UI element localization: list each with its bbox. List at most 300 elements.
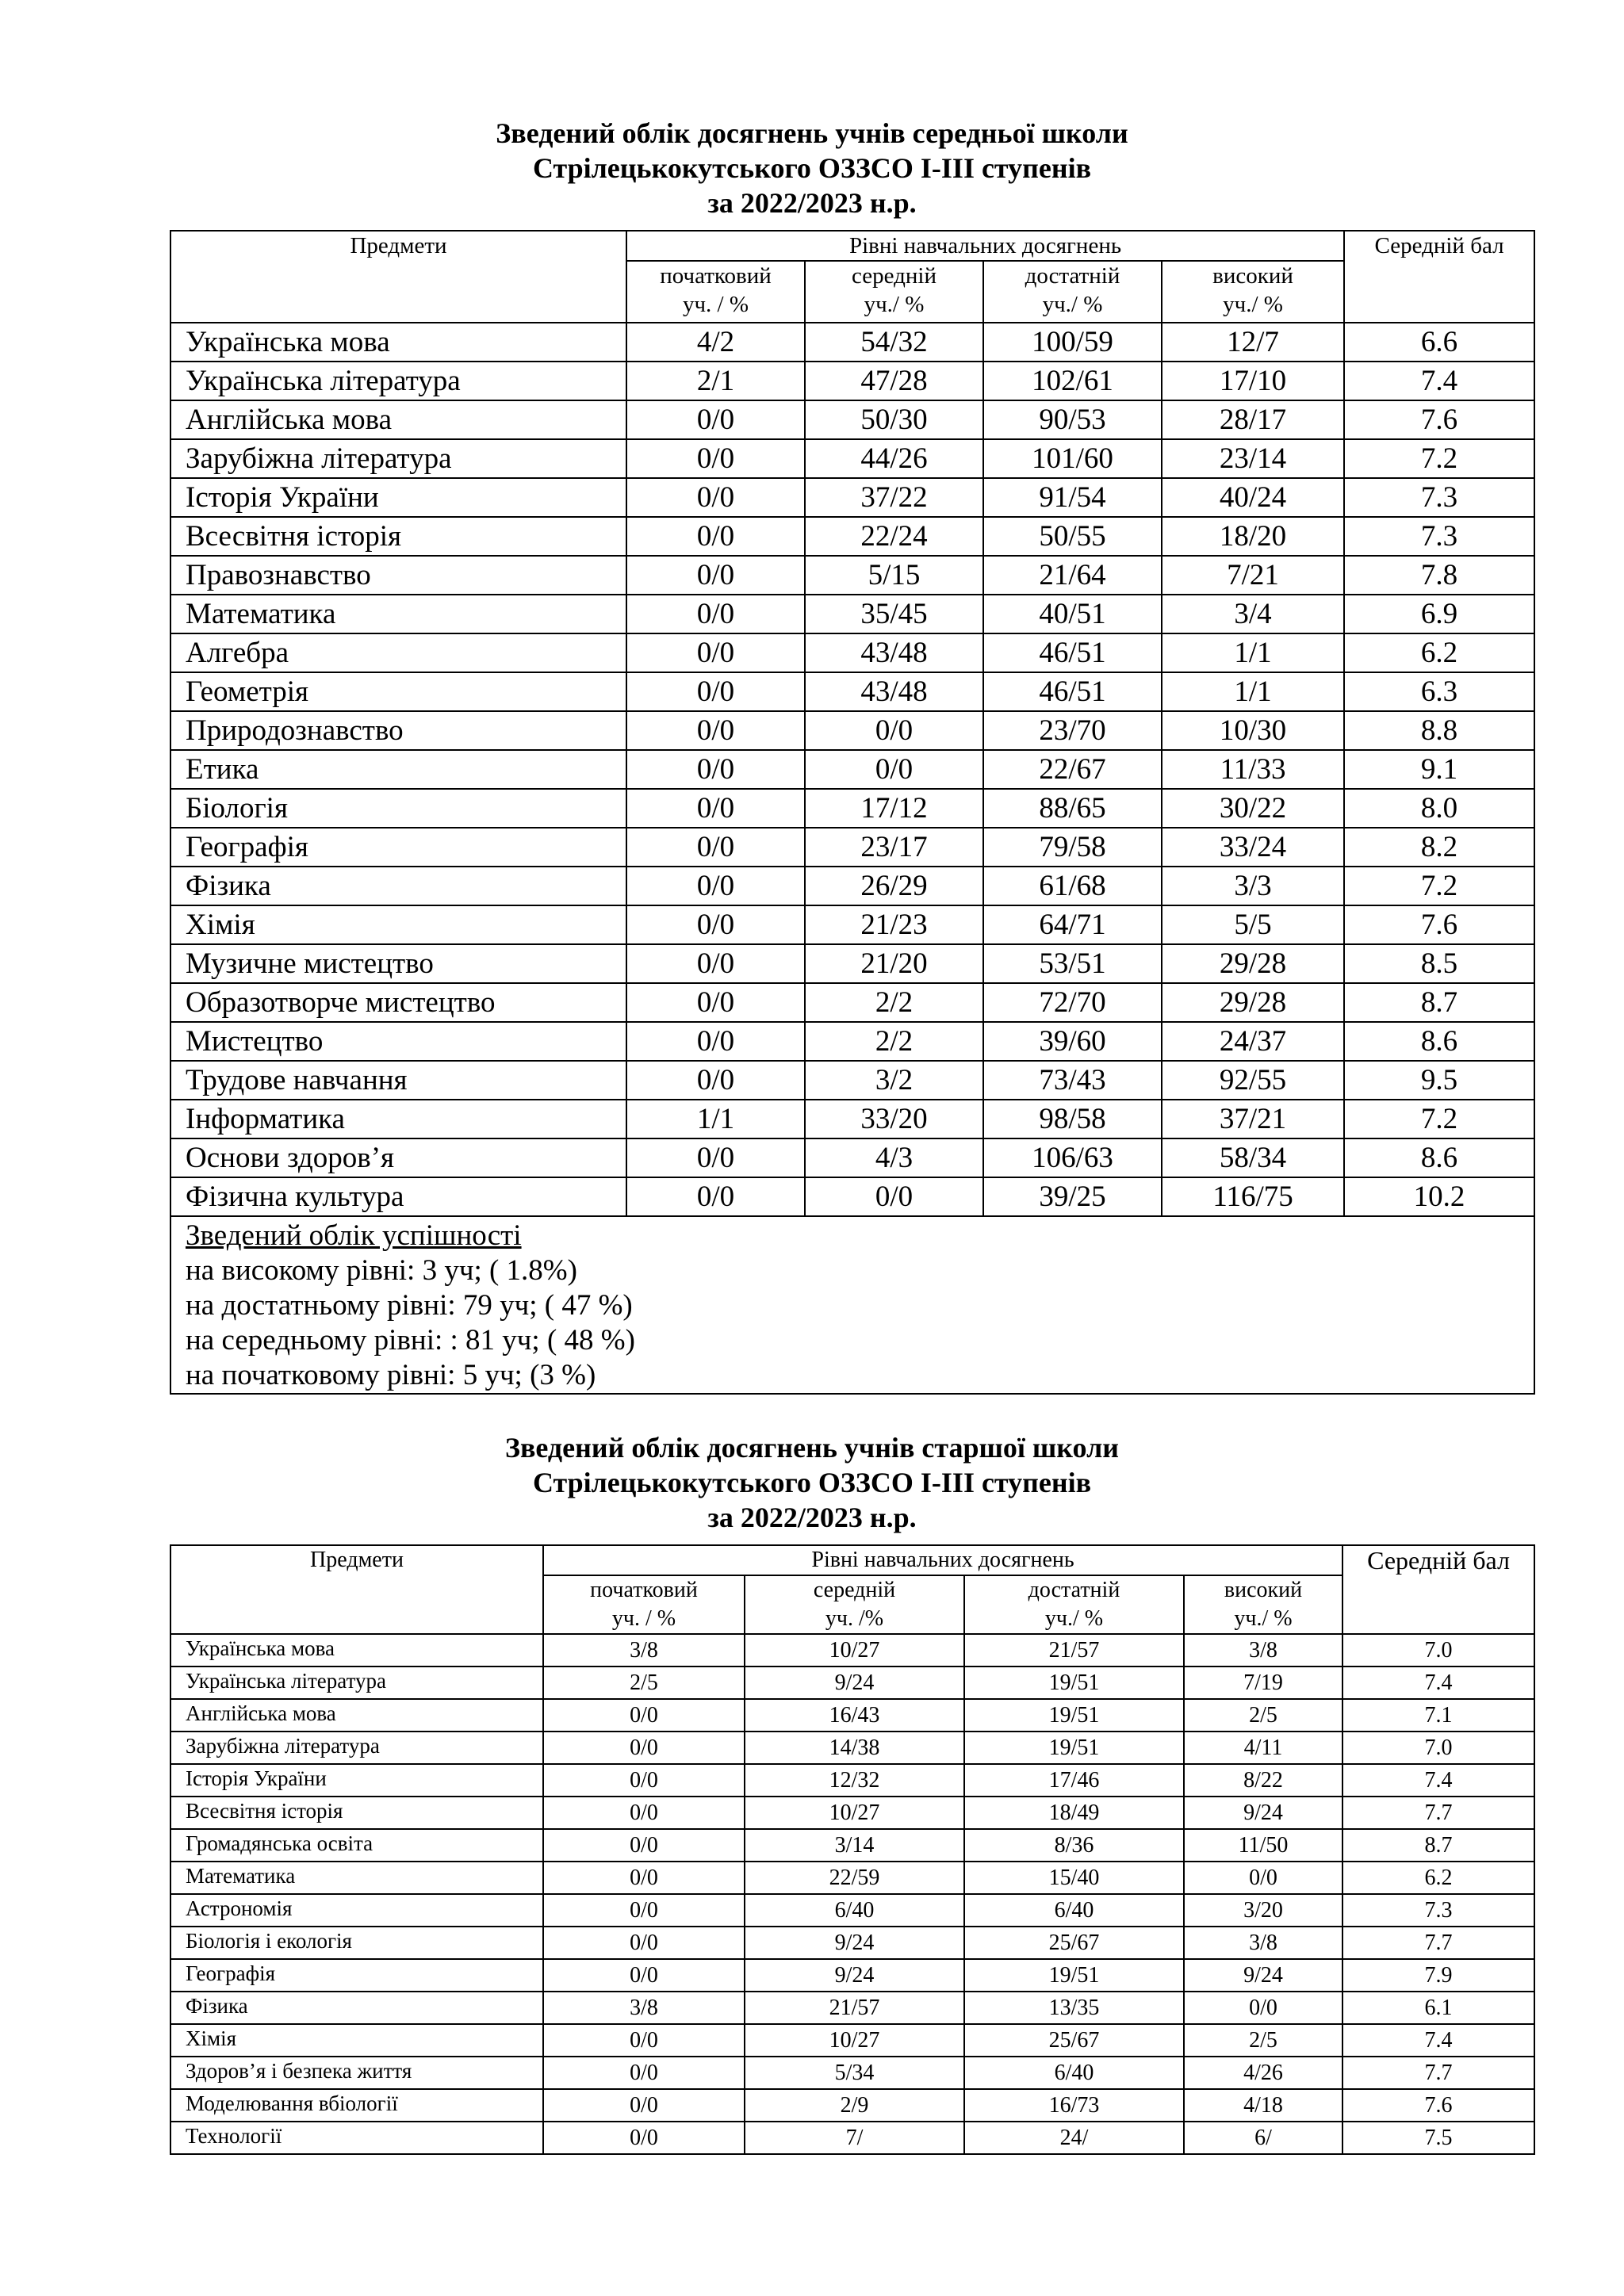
- cell-subject: Українська література: [170, 1667, 543, 1699]
- cell-average: 7.7: [1342, 2057, 1534, 2089]
- cell-average: 8.5: [1344, 944, 1534, 983]
- middle-table-body: [170, 323, 1534, 1216]
- cell-subject: Англійська мова: [170, 400, 626, 439]
- senior-col-high-label: високий: [1224, 1578, 1303, 1602]
- cell-subject: Історія України: [170, 478, 626, 517]
- cell-average: 7.2: [1344, 1100, 1534, 1138]
- col-middle-unit: уч./ %: [864, 292, 925, 317]
- cell-high: 10/30: [1162, 711, 1344, 750]
- cell-initial: 2/1: [626, 362, 805, 400]
- cell-sufficient: 72/70: [983, 983, 1162, 1022]
- cell-average: 8.6: [1344, 1138, 1534, 1177]
- cell-sufficient: 88/65: [983, 789, 1162, 828]
- cell-high: 3/4: [1162, 595, 1344, 633]
- cell-high: 29/28: [1162, 983, 1344, 1022]
- cell-average: 7.7: [1342, 1797, 1534, 1829]
- cell-high: 1/1: [1162, 672, 1344, 711]
- cell-initial: 0/0: [543, 2024, 745, 2057]
- senior-subjects-header: Предмети: [170, 1545, 543, 1634]
- cell-high: 23/14: [1162, 439, 1344, 478]
- cell-initial: 0/0: [543, 1699, 745, 1732]
- cell-middle: 3/14: [745, 1829, 964, 1862]
- cell-sufficient: 25/67: [964, 2024, 1184, 2057]
- cell-average: 7.4: [1342, 1764, 1534, 1797]
- cell-subject: Інформатика: [170, 1100, 626, 1138]
- cell-subject: Образотворче мистецтво: [170, 983, 626, 1022]
- senior-title-line-1: Зведений облік досягнень учнів старшої школи: [504, 1432, 1120, 1464]
- table-row: [170, 1061, 1534, 1100]
- cell-average: 7.0: [1342, 1732, 1534, 1764]
- cell-subject: Етика: [170, 750, 626, 789]
- table-row: [170, 828, 1534, 867]
- cell-middle: 5/15: [805, 556, 983, 595]
- cell-initial: 0/0: [543, 1927, 745, 1959]
- cell-high: 18/20: [1162, 517, 1344, 556]
- senior-col-initial-header: [543, 1575, 745, 1634]
- table-row: [170, 983, 1534, 1022]
- cell-sufficient: 100/59: [983, 323, 1162, 362]
- table-row: [170, 1862, 1534, 1894]
- col-initial-unit: уч. / %: [682, 292, 749, 317]
- cell-middle: 26/29: [805, 867, 983, 905]
- cell-sufficient: 24/: [964, 2122, 1184, 2154]
- cell-middle: 9/24: [745, 1959, 964, 1992]
- senior-col-middle-header: [745, 1575, 964, 1634]
- cell-subject: Фізика: [170, 1992, 543, 2024]
- cell-average: 6.6: [1344, 323, 1534, 362]
- table-row: [170, 1138, 1534, 1177]
- cell-average: 7.8: [1344, 556, 1534, 595]
- cell-average: 6.3: [1344, 672, 1534, 711]
- cell-sufficient: 101/60: [983, 439, 1162, 478]
- cell-initial: 0/0: [543, 1959, 745, 1992]
- table-row: [170, 1829, 1534, 1862]
- cell-sufficient: 102/61: [983, 362, 1162, 400]
- cell-initial: 0/0: [626, 556, 805, 595]
- cell-high: 2/5: [1184, 2024, 1342, 2057]
- cell-initial: 0/0: [543, 1894, 745, 1927]
- cell-average: 8.7: [1342, 1829, 1534, 1862]
- cell-middle: 44/26: [805, 439, 983, 478]
- cell-initial: 0/0: [626, 983, 805, 1022]
- cell-middle: 2/9: [745, 2089, 964, 2122]
- cell-high: 17/10: [1162, 362, 1344, 400]
- cell-subject: Історія України: [170, 1764, 543, 1797]
- cell-subject: Англійська мова: [170, 1699, 543, 1732]
- cell-middle: 37/22: [805, 478, 983, 517]
- col-middle-label: середній: [852, 263, 936, 289]
- cell-subject: Музичне мистецтво: [170, 944, 626, 983]
- middle-title-line-2: Стрілецькокутського ОЗЗСО І-ІІІ ступенів: [532, 152, 1092, 184]
- table-row: [170, 1022, 1534, 1061]
- table-row: [170, 2024, 1534, 2057]
- table-row: [170, 595, 1534, 633]
- senior-title-line-3: за 2022/2023 н.р.: [707, 1502, 917, 1533]
- middle-summary: [170, 1216, 1534, 1394]
- cell-high: 37/21: [1162, 1100, 1344, 1138]
- cell-middle: 22/59: [745, 1862, 964, 1894]
- cell-middle: 54/32: [805, 323, 983, 362]
- cell-high: 30/22: [1162, 789, 1344, 828]
- subjects-header: Предмети: [170, 231, 626, 323]
- cell-average: 9.5: [1344, 1061, 1534, 1100]
- cell-average: 7.2: [1344, 439, 1534, 478]
- cell-initial: 0/0: [626, 400, 805, 439]
- cell-middle: 14/38: [745, 1732, 964, 1764]
- senior-col-sufficient-unit: уч./ %: [1044, 1606, 1104, 1631]
- table-row: [170, 633, 1534, 672]
- cell-middle: 21/57: [745, 1992, 964, 2024]
- cell-high: 28/17: [1162, 400, 1344, 439]
- cell-high: 9/24: [1184, 1797, 1342, 1829]
- table-row: [170, 672, 1534, 711]
- cell-middle: 21/23: [805, 905, 983, 944]
- cell-initial: 0/0: [543, 1797, 745, 1829]
- cell-subject: Мистецтво: [170, 1022, 626, 1061]
- senior-school-title: [0, 1430, 1624, 1535]
- cell-subject: Математика: [170, 1862, 543, 1894]
- cell-average: 7.1: [1342, 1699, 1534, 1732]
- cell-sufficient: 106/63: [983, 1138, 1162, 1177]
- cell-initial: 0/0: [626, 633, 805, 672]
- cell-middle: 50/30: [805, 400, 983, 439]
- cell-sufficient: 46/51: [983, 633, 1162, 672]
- cell-high: 24/37: [1162, 1022, 1344, 1061]
- cell-middle: 9/24: [745, 1667, 964, 1699]
- cell-middle: 2/2: [805, 983, 983, 1022]
- cell-sufficient: 22/67: [983, 750, 1162, 789]
- cell-sufficient: 46/51: [983, 672, 1162, 711]
- cell-subject: Астрономія: [170, 1894, 543, 1927]
- cell-subject: Українська мова: [170, 323, 626, 362]
- summary-line: на середньому рівні: : 81 уч; ( 48 %): [186, 1324, 635, 1357]
- cell-sufficient: 79/58: [983, 828, 1162, 867]
- cell-average: 7.9: [1342, 1959, 1534, 1992]
- cell-high: 12/7: [1162, 323, 1344, 362]
- cell-middle: 21/20: [805, 944, 983, 983]
- cell-high: 5/5: [1162, 905, 1344, 944]
- summary-line: на високому рівні: 3 уч; ( 1.8%): [186, 1254, 577, 1287]
- cell-initial: 0/0: [626, 1022, 805, 1061]
- cell-middle: 2/2: [805, 1022, 983, 1061]
- cell-subject: Всесвітня історія: [170, 517, 626, 556]
- cell-subject: Геометрія: [170, 672, 626, 711]
- cell-high: 4/26: [1184, 2057, 1342, 2089]
- cell-sufficient: 53/51: [983, 944, 1162, 983]
- table-row: [170, 944, 1534, 983]
- cell-initial: 0/0: [626, 439, 805, 478]
- senior-col-sufficient-label: достатній: [1028, 1578, 1120, 1602]
- cell-sufficient: 23/70: [983, 711, 1162, 750]
- avg-header: Середній бал: [1344, 231, 1534, 323]
- senior-levels-header: Рівні навчальних досягнень: [543, 1545, 1342, 1575]
- cell-initial: 0/0: [626, 478, 805, 517]
- cell-high: 4/18: [1184, 2089, 1342, 2122]
- table-row: [170, 867, 1534, 905]
- summary-line: на достатньому рівні: 79 уч; ( 47 %): [186, 1289, 633, 1322]
- cell-sufficient: 6/40: [964, 1894, 1184, 1927]
- cell-sufficient: 17/46: [964, 1764, 1184, 1797]
- cell-middle: 43/48: [805, 672, 983, 711]
- cell-middle: 0/0: [805, 1177, 983, 1216]
- summary-line: на початковому рівні: 5 уч; (3 %): [186, 1359, 596, 1391]
- cell-average: 6.2: [1344, 633, 1534, 672]
- cell-high: 33/24: [1162, 828, 1344, 867]
- cell-subject: Технології: [170, 2122, 543, 2154]
- cell-sufficient: 90/53: [983, 400, 1162, 439]
- cell-initial: 0/0: [626, 1177, 805, 1216]
- cell-subject: Алгебра: [170, 633, 626, 672]
- cell-middle: 12/32: [745, 1764, 964, 1797]
- table-row: [170, 1894, 1534, 1927]
- cell-subject: Хімія: [170, 2024, 543, 2057]
- cell-average: 7.6: [1344, 905, 1534, 944]
- table-row: [170, 400, 1534, 439]
- cell-middle: 10/27: [745, 1797, 964, 1829]
- cell-average: 7.4: [1342, 2024, 1534, 2057]
- cell-initial: 0/0: [626, 905, 805, 944]
- cell-subject: Фізична культура: [170, 1177, 626, 1216]
- table-row: [170, 1927, 1534, 1959]
- senior-title-line-2: Стрілецькокутського ОЗЗСО І-ІІІ ступенів: [532, 1467, 1092, 1498]
- cell-sufficient: 15/40: [964, 1862, 1184, 1894]
- cell-average: 6.9: [1344, 595, 1534, 633]
- cell-subject: Географія: [170, 1959, 543, 1992]
- cell-average: 7.2: [1344, 867, 1534, 905]
- table-row: [170, 711, 1534, 750]
- cell-sufficient: 19/51: [964, 1699, 1184, 1732]
- cell-high: 3/8: [1184, 1634, 1342, 1667]
- cell-subject: Моделювання вбіології: [170, 2089, 543, 2122]
- cell-average: 7.3: [1344, 517, 1534, 556]
- cell-initial: 4/2: [626, 323, 805, 362]
- col-sufficient-unit: уч./ %: [1042, 292, 1103, 317]
- cell-initial: 0/0: [543, 1732, 745, 1764]
- cell-initial: 0/0: [626, 867, 805, 905]
- table-row: [170, 1667, 1534, 1699]
- cell-high: 29/28: [1162, 944, 1344, 983]
- cell-initial: 0/0: [626, 750, 805, 789]
- cell-middle: 23/17: [805, 828, 983, 867]
- col-middle-header: [805, 261, 983, 323]
- cell-sufficient: 13/35: [964, 1992, 1184, 2024]
- cell-subject: Українська мова: [170, 1634, 543, 1667]
- cell-average: 6.1: [1342, 1992, 1534, 2024]
- cell-sufficient: 18/49: [964, 1797, 1184, 1829]
- cell-average: 6.2: [1342, 1862, 1534, 1894]
- cell-average: 7.7: [1342, 1927, 1534, 1959]
- table-row: [170, 2089, 1534, 2122]
- cell-high: 3/3: [1162, 867, 1344, 905]
- table-row: [170, 1764, 1534, 1797]
- cell-initial: 0/0: [626, 517, 805, 556]
- cell-subject: Основи здоров’я: [170, 1138, 626, 1177]
- table-row: [170, 517, 1534, 556]
- table-row: [170, 556, 1534, 595]
- senior-col-middle-unit: уч. /%: [825, 1606, 884, 1631]
- cell-sufficient: 73/43: [983, 1061, 1162, 1100]
- cell-middle: 3/2: [805, 1061, 983, 1100]
- cell-subject: Здоров’я і безпека життя: [170, 2057, 543, 2089]
- levels-header: Рівні навчальних досягнень: [626, 231, 1344, 261]
- cell-average: 8.6: [1344, 1022, 1534, 1061]
- cell-average: 7.4: [1344, 362, 1534, 400]
- table-row: [170, 905, 1534, 944]
- cell-middle: 22/24: [805, 517, 983, 556]
- senior-col-sufficient-header: [964, 1575, 1184, 1634]
- table-row: [170, 1634, 1534, 1667]
- cell-high: 4/11: [1184, 1732, 1342, 1764]
- cell-average: 10.2: [1344, 1177, 1534, 1216]
- cell-high: 3/20: [1184, 1894, 1342, 1927]
- cell-high: 116/75: [1162, 1177, 1344, 1216]
- cell-average: 7.0: [1342, 1634, 1534, 1667]
- table-row: [170, 1992, 1534, 2024]
- senior-col-high-unit: уч./ %: [1234, 1606, 1293, 1631]
- summary-cell: [170, 1216, 1534, 1394]
- col-sufficient-label: достатній: [1025, 263, 1120, 289]
- cell-subject: Українська література: [170, 362, 626, 400]
- cell-middle: 10/27: [745, 2024, 964, 2057]
- summary-title: Зведений облік успішності: [186, 1219, 522, 1252]
- cell-average: 8.0: [1344, 789, 1534, 828]
- cell-initial: 0/0: [626, 711, 805, 750]
- cell-average: 7.3: [1344, 478, 1534, 517]
- cell-initial: 0/0: [543, 2122, 745, 2154]
- col-sufficient-header: [983, 261, 1162, 323]
- cell-middle: 0/0: [805, 711, 983, 750]
- cell-initial: 0/0: [543, 1829, 745, 1862]
- senior-col-middle-label: середній: [813, 1578, 896, 1602]
- table-row: [170, 1959, 1534, 1992]
- cell-initial: 1/1: [626, 1100, 805, 1138]
- middle-title-line-3: за 2022/2023 н.р.: [707, 187, 917, 219]
- cell-sufficient: 61/68: [983, 867, 1162, 905]
- cell-sufficient: 39/60: [983, 1022, 1162, 1061]
- cell-middle: 7/: [745, 2122, 964, 2154]
- cell-sufficient: 21/64: [983, 556, 1162, 595]
- cell-middle: 10/27: [745, 1634, 964, 1667]
- cell-sufficient: 25/67: [964, 1927, 1184, 1959]
- cell-average: 7.5: [1342, 2122, 1534, 2154]
- table-row: [170, 750, 1534, 789]
- senior-school-table: [170, 1544, 1535, 2155]
- cell-sufficient: 19/51: [964, 1959, 1184, 1992]
- table-row: [170, 1797, 1534, 1829]
- cell-sufficient: 64/71: [983, 905, 1162, 944]
- cell-average: 7.3: [1342, 1894, 1534, 1927]
- middle-school-title: [0, 116, 1624, 220]
- cell-high: 7/21: [1162, 556, 1344, 595]
- cell-subject: Географія: [170, 828, 626, 867]
- cell-high: 40/24: [1162, 478, 1344, 517]
- cell-subject: Фізика: [170, 867, 626, 905]
- cell-initial: 0/0: [626, 789, 805, 828]
- cell-middle: 47/28: [805, 362, 983, 400]
- cell-high: 11/33: [1162, 750, 1344, 789]
- cell-high: 92/55: [1162, 1061, 1344, 1100]
- table-row: [170, 478, 1534, 517]
- cell-middle: 0/0: [805, 750, 983, 789]
- senior-col-initial-unit: уч. / %: [611, 1606, 676, 1631]
- cell-initial: 0/0: [626, 828, 805, 867]
- cell-subject: Математика: [170, 595, 626, 633]
- col-initial-label: початковий: [660, 263, 772, 289]
- cell-sufficient: 39/25: [983, 1177, 1162, 1216]
- senior-col-initial-label: початковий: [590, 1578, 698, 1602]
- table-row: [170, 1177, 1534, 1216]
- col-initial-header: [626, 261, 805, 323]
- cell-subject: Громадянська освіта: [170, 1829, 543, 1862]
- cell-average: 7.6: [1342, 2089, 1534, 2122]
- cell-average: 7.4: [1342, 1667, 1534, 1699]
- table-row: [170, 1699, 1534, 1732]
- cell-initial: 0/0: [543, 1764, 745, 1797]
- cell-sufficient: 8/36: [964, 1829, 1184, 1862]
- senior-table-body: [170, 1634, 1534, 2154]
- cell-subject: Біологія і екологія: [170, 1927, 543, 1959]
- cell-sufficient: 19/51: [964, 1667, 1184, 1699]
- cell-average: 8.7: [1344, 983, 1534, 1022]
- cell-high: 0/0: [1184, 1862, 1342, 1894]
- cell-average: 9.1: [1344, 750, 1534, 789]
- col-high-header: [1162, 261, 1344, 323]
- cell-sufficient: 91/54: [983, 478, 1162, 517]
- cell-high: 58/34: [1162, 1138, 1344, 1177]
- table-row: [170, 1100, 1534, 1138]
- cell-high: 6/: [1184, 2122, 1342, 2154]
- cell-initial: 0/0: [543, 2089, 745, 2122]
- cell-high: 3/8: [1184, 1927, 1342, 1959]
- cell-high: 8/22: [1184, 1764, 1342, 1797]
- cell-initial: 3/8: [543, 1992, 745, 2024]
- table-row: [170, 439, 1534, 478]
- cell-subject: Хімія: [170, 905, 626, 944]
- cell-subject: Зарубіжна література: [170, 1732, 543, 1764]
- cell-sufficient: 16/73: [964, 2089, 1184, 2122]
- cell-initial: 0/0: [626, 944, 805, 983]
- cell-sufficient: 19/51: [964, 1732, 1184, 1764]
- middle-school-table: [170, 230, 1535, 1395]
- table-row: [170, 323, 1534, 362]
- cell-middle: 6/40: [745, 1894, 964, 1927]
- table-row: [170, 362, 1534, 400]
- cell-average: 8.2: [1344, 828, 1534, 867]
- cell-sufficient: 50/55: [983, 517, 1162, 556]
- cell-high: 2/5: [1184, 1699, 1342, 1732]
- cell-subject: Всесвітня історія: [170, 1797, 543, 1829]
- senior-avg-header: Середній бал: [1342, 1545, 1534, 1634]
- cell-subject: Зарубіжна література: [170, 439, 626, 478]
- cell-average: 7.6: [1344, 400, 1534, 439]
- cell-initial: 0/0: [626, 1061, 805, 1100]
- table-row: [170, 2057, 1534, 2089]
- cell-middle: 33/20: [805, 1100, 983, 1138]
- cell-high: 11/50: [1184, 1829, 1342, 1862]
- cell-sufficient: 6/40: [964, 2057, 1184, 2089]
- cell-initial: 0/0: [543, 1862, 745, 1894]
- cell-initial: 0/0: [626, 672, 805, 711]
- cell-high: 7/19: [1184, 1667, 1342, 1699]
- cell-middle: 43/48: [805, 633, 983, 672]
- cell-high: 1/1: [1162, 633, 1344, 672]
- col-high-unit: уч./ %: [1223, 292, 1283, 317]
- table-row: [170, 2122, 1534, 2154]
- cell-middle: 17/12: [805, 789, 983, 828]
- middle-title-line-1: Зведений облік досягнень учнів середньої школи: [496, 117, 1128, 149]
- cell-middle: 35/45: [805, 595, 983, 633]
- cell-sufficient: 98/58: [983, 1100, 1162, 1138]
